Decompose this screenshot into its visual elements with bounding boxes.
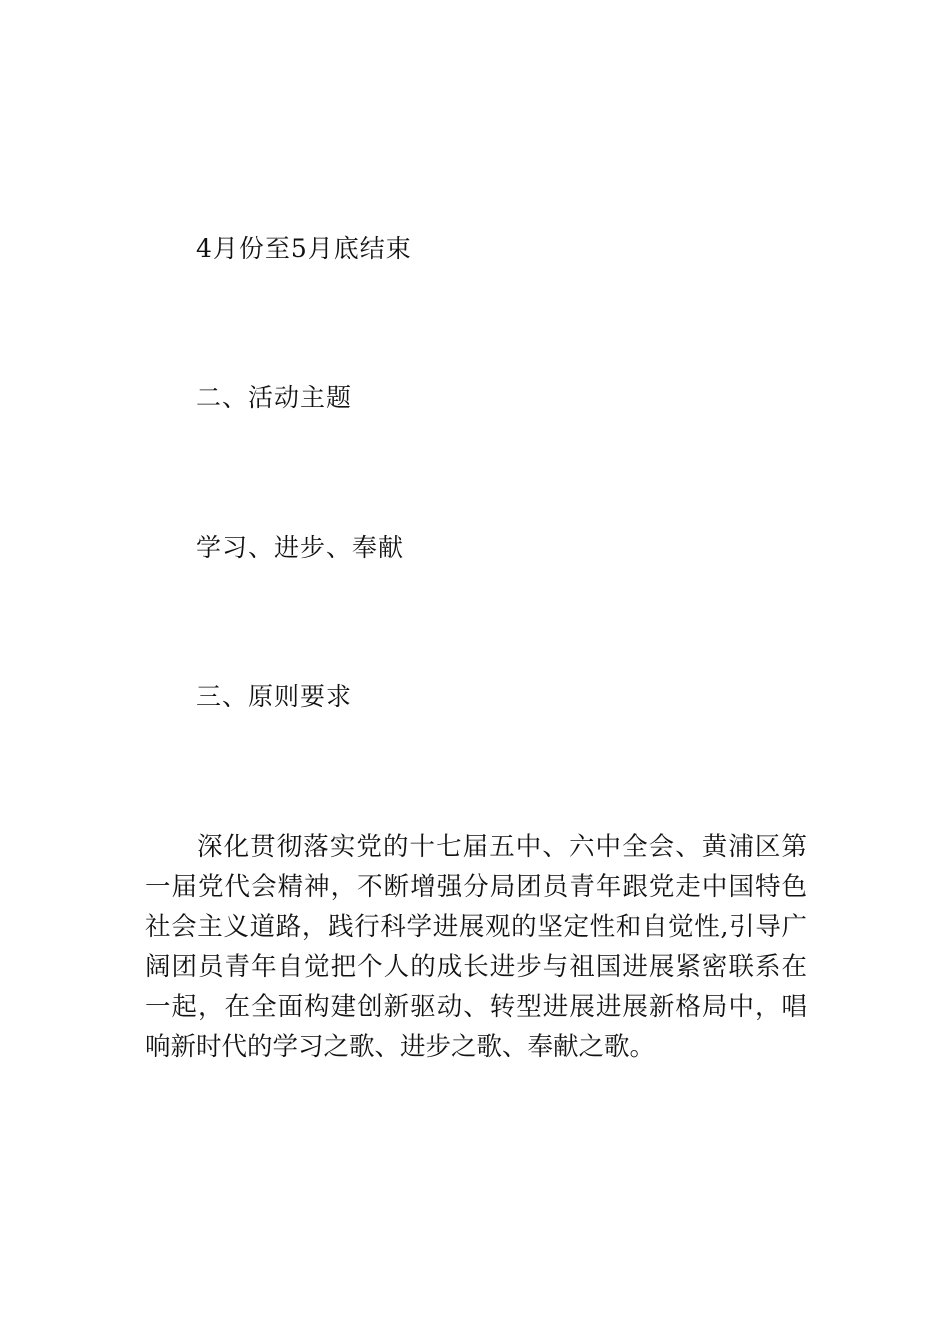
section-three-heading: 三、原则要求	[196, 682, 353, 711]
paragraph-line: 深化贯彻落实党的十七届五中、六中全会、黄浦区第	[197, 832, 807, 862]
theme-text: 学习、进步、奉献	[196, 533, 405, 562]
paragraph-line: 响新时代的学习之歌、进步之歌、奉献之歌。	[145, 1032, 656, 1062]
paragraph-line: 阔团员青年自觉把个人的成长进步与祖国进展紧密联系在	[145, 952, 807, 982]
period-text: 4月份至5月底结束	[196, 234, 412, 263]
paragraph-line: 一起，在全面构建创新驱动、转型进展进展新格局中，唱	[145, 992, 807, 1022]
section-two-heading: 二、活动主题	[196, 383, 353, 412]
principles-paragraph	[145, 827, 807, 1067]
paragraph-line: 社会主义道路，践行科学进展观的坚定性和自觉性,引导广	[145, 912, 807, 942]
paragraph-line: 一届党代会精神，不断增强分局团员青年跟党走中国特色	[145, 872, 807, 902]
